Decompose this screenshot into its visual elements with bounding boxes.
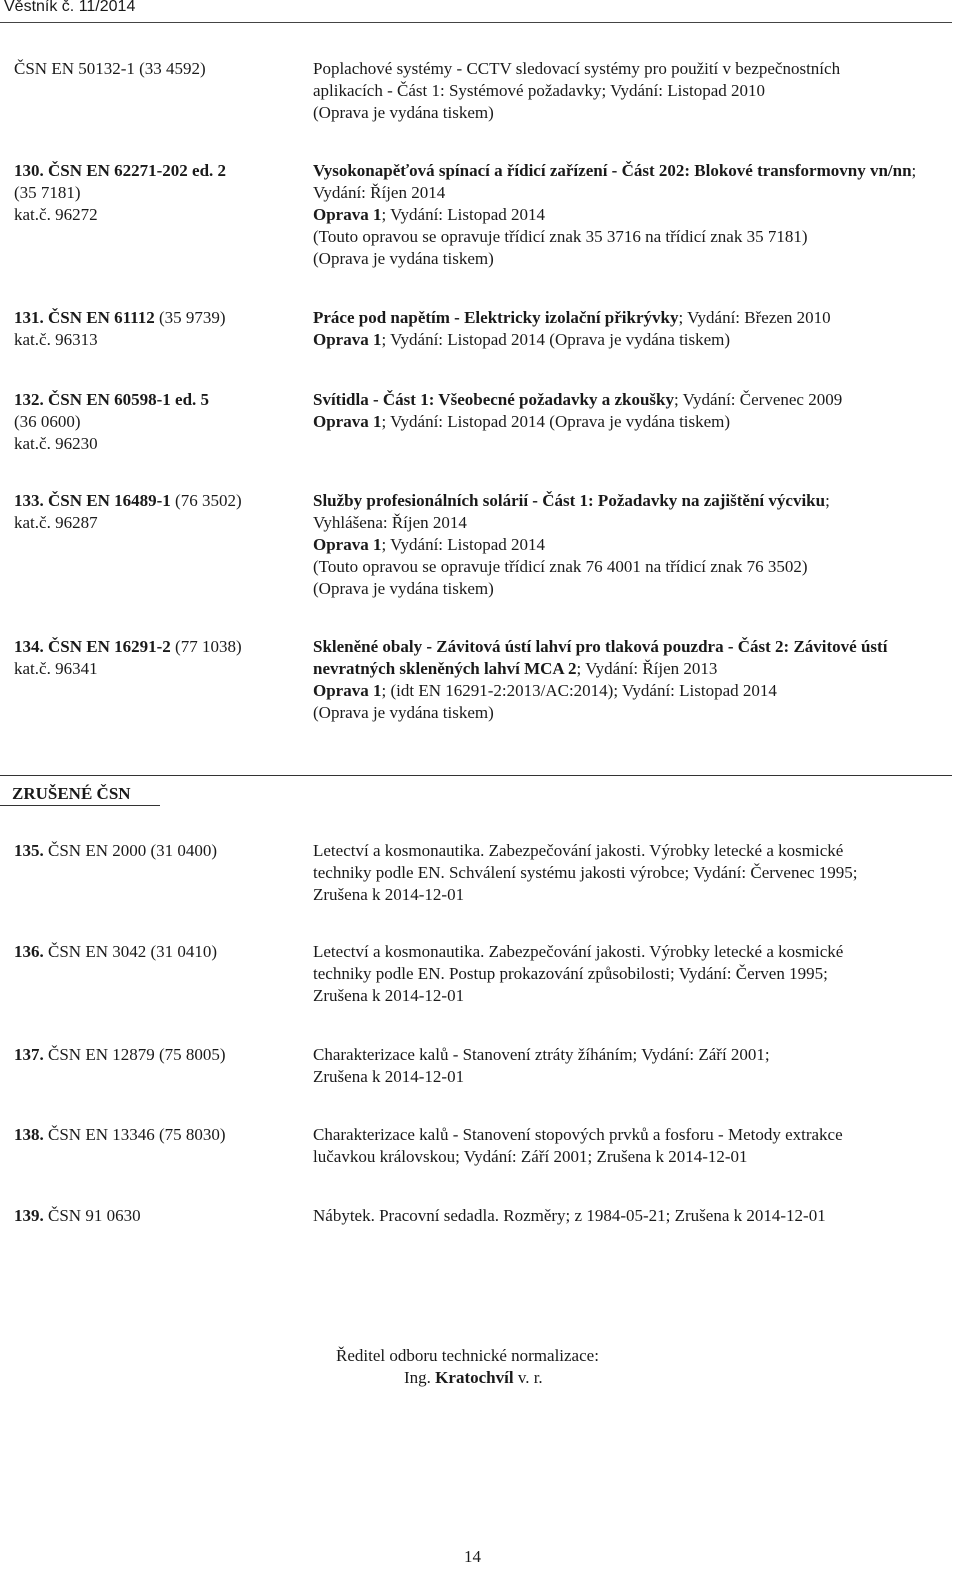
text: ČSN EN 13346 (75 8030) [43,1125,226,1144]
text: Vyhlášena: Říjen 2014 [313,513,467,532]
bold-text: Oprava 1 [313,412,382,431]
standard-description [313,1205,945,1227]
standard-designation [14,58,304,80]
text: (Touto opravou se opravuje třídicí znak 35 3716 na třídicí znak 35 7181) [313,227,808,246]
page-header [0,0,952,23]
text-line [313,204,945,226]
text-line [313,389,945,411]
standard-description [313,307,945,351]
text-line [313,1146,945,1168]
text-line [14,840,304,862]
text: ČSN EN 3042 (31 0410) [43,942,218,961]
text-line [313,80,945,102]
text: (Oprava je vydána tiskem) [313,703,494,722]
standard-description [313,160,945,270]
text-line [313,840,945,862]
standard-designation [14,1044,304,1066]
bold-text: 132. ČSN EN 60598-1 ed. 5 [14,390,210,409]
text: Zrušena k 2014-12-01 [313,885,465,904]
standard-designation [14,389,304,455]
text: ; [911,161,917,180]
bold-text: Vysokonapěťová spínací a řídicí zařízení - Část 202: Blokové transformovny vn/nn [313,161,912,180]
text: (35 9739) [154,308,226,327]
text: Charakterizace kalů - Stanovení stopových prvků a fosforu - Metody extrakce [313,1125,843,1144]
signature-name: Kratochvíl [435,1368,514,1387]
standard-description [313,389,945,433]
text: kat.č. 96313 [14,330,98,349]
text-line [14,512,304,534]
section-divider [0,775,952,776]
text: ; (idt EN 16291-2:2013/AC:2014); Vydání: Listopad 2014 [381,681,777,700]
text-line [14,58,304,80]
text-line [14,182,304,204]
standard-designation [14,840,304,862]
text-line [14,941,304,963]
section-title: ZRUŠENÉ ČSN [12,784,131,803]
text-line [14,411,304,433]
text-line [14,389,304,411]
standard-description [313,1124,945,1168]
standard-designation [14,490,304,534]
text-line [313,1205,945,1227]
text: kat.č. 96230 [14,434,98,453]
section-underline [0,805,160,806]
text-line [14,1205,304,1227]
text-line [14,636,304,658]
text: ČSN EN 50132-1 (33 4592) [14,59,206,78]
text-line [313,329,945,351]
text: Zrušena k 2014-12-01 [313,1067,465,1086]
withdrawn-section-heading [0,775,952,821]
signature-suffix: v. r. [513,1368,543,1387]
text-line [313,702,945,724]
text-line [313,1124,945,1146]
bold-text: Práce pod napětím - Elektricky izolační přikrývky [313,308,679,327]
text-line [313,941,945,963]
text: (36 0600) [14,412,81,431]
text-line [14,160,304,182]
bold-text: 130. ČSN EN 62271-202 ed. 2 [14,161,227,180]
text-line [14,1044,304,1066]
standard-designation [14,1124,304,1146]
text: kat.č. 96287 [14,513,98,532]
text: ; Vydání: Říjen 2013 [576,659,718,678]
text: ČSN EN 12879 (75 8005) [43,1045,226,1064]
bold-text: 136. [14,942,44,961]
bold-text: 134. ČSN EN 16291-2 [14,637,171,656]
standard-designation [14,636,304,680]
text: lučavkou královskou; Vydání: Září 2001; Zrušena k 2014-12-01 [313,1147,748,1166]
text-line [313,862,945,884]
text-line [313,490,945,512]
bold-text: 135. [14,841,44,860]
text: (Oprava je vydána tiskem) [313,103,494,122]
standard-description [313,840,945,906]
standard-description [313,941,945,1007]
bold-text: Oprava 1 [313,535,382,554]
text: ; Vydání: Listopad 2014 (Oprava je vydána tiskem) [381,412,731,431]
text: Letectví a kosmonautika. Zabezpečování jakosti. Výrobky letecké a kosmické [313,942,844,961]
text-line [14,1124,304,1146]
text: kat.č. 96272 [14,205,98,224]
bold-text: 137. [14,1045,44,1064]
text: Poplachové systémy - CCTV sledovací systémy pro použití v bezpečnostních [313,59,841,78]
text: ČSN 91 0630 [43,1206,141,1225]
text: Charakterizace kalů - Stanovení ztráty žíháním; Vydání: Září 2001; [313,1045,770,1064]
standard-designation [14,1205,304,1227]
text: techniky podle EN. Postup prokazování způsobilosti; Vydání: Červen 1995; [313,964,828,983]
text: techniky podle EN. Schválení systému jakosti výrobce; Vydání: Červenec 1995; [313,863,858,882]
text: (Oprava je vydána tiskem) [313,579,494,598]
text-line [313,985,945,1007]
text-line [313,1044,945,1066]
text-line [313,248,945,270]
text: aplikacích - Část 1: Systémové požadavky; Vydání: Listopad 2010 [313,81,765,100]
text-line [313,307,945,329]
standard-designation [14,307,304,351]
text-line [313,636,945,658]
bold-text: 131. ČSN EN 61112 [14,308,155,327]
text-line [313,534,945,556]
standard-designation [14,160,304,226]
bold-text: Služby profesionálních solárií - Část 1: Požadavky na zajištění výcviku [313,491,826,510]
text-line [313,680,945,702]
text: (76 3502) [170,491,242,510]
text-line [313,963,945,985]
text: Nábytek. Pracovní sedadla. Rozměry; z 1984-05-21; Zrušena k 2014-12-01 [313,1206,826,1225]
text-line [313,226,945,248]
text: ; Vydání: Listopad 2014 [381,205,546,224]
bold-text: Oprava 1 [313,681,382,700]
bold-text: Oprava 1 [313,205,382,224]
standard-designation [14,941,304,963]
text: (35 7181) [14,183,81,202]
text-line [313,658,945,680]
text: Zrušena k 2014-12-01 [313,986,465,1005]
text-line [313,884,945,906]
text: (Oprava je vydána tiskem) [313,249,494,268]
signature-prefix: Ing. [404,1368,436,1387]
text-line [313,58,945,80]
text: ČSN EN 2000 (31 0400) [43,841,218,860]
bold-text: Skleněné obaly - Závitová ústí lahví pro tlaková pouzdra - Část 2: Závitové ústí [313,637,888,656]
standard-description [313,58,945,124]
bulletin-title: Věstník č. 11/2014 [4,0,136,15]
text-line [14,204,304,226]
text-line [313,556,945,578]
bold-text: Oprava 1 [313,330,382,349]
bold-text: 138. [14,1125,44,1144]
text-line [14,490,304,512]
signature-block [336,1345,599,1389]
bold-text: 139. [14,1206,44,1225]
text-line [14,329,304,351]
standard-description [313,636,945,724]
text-line [313,160,945,182]
text-line [313,578,945,600]
text-line [313,1066,945,1088]
signature-role: Ředitel odboru technické normalizace: [336,1346,599,1365]
standard-description [313,1044,945,1088]
text: Letectví a kosmonautika. Zabezpečování jakosti. Výrobky letecké a kosmické [313,841,844,860]
text: ; Vydání: Listopad 2014 (Oprava je vydána tiskem) [381,330,731,349]
text: ; Vydání: Listopad 2014 [381,535,546,554]
text: (Touto opravou se opravuje třídicí znak 76 4001 na třídicí znak 76 3502) [313,557,808,576]
text-line [14,307,304,329]
text: ; Vydání: Červenec 2009 [673,390,843,409]
text-line [313,411,945,433]
text: (77 1038) [170,637,242,656]
page-number: 14 [464,1547,481,1566]
text: kat.č. 96341 [14,659,98,678]
text-line [313,182,945,204]
bold-text: 133. ČSN EN 16489-1 [14,491,171,510]
text-line [14,433,304,455]
bold-text: nevratných skleněných lahví MCA 2 [313,659,577,678]
text: ; [825,491,830,510]
text-line [313,512,945,534]
text: Vydání: Říjen 2014 [313,183,446,202]
text: ; Vydání: Březen 2010 [678,308,831,327]
standard-description [313,490,945,600]
text-line [313,102,945,124]
bold-text: Svítidla - Část 1: Všeobecné požadavky a zkoušky [313,390,674,409]
signature-name-line [336,1367,599,1389]
text-line [14,658,304,680]
